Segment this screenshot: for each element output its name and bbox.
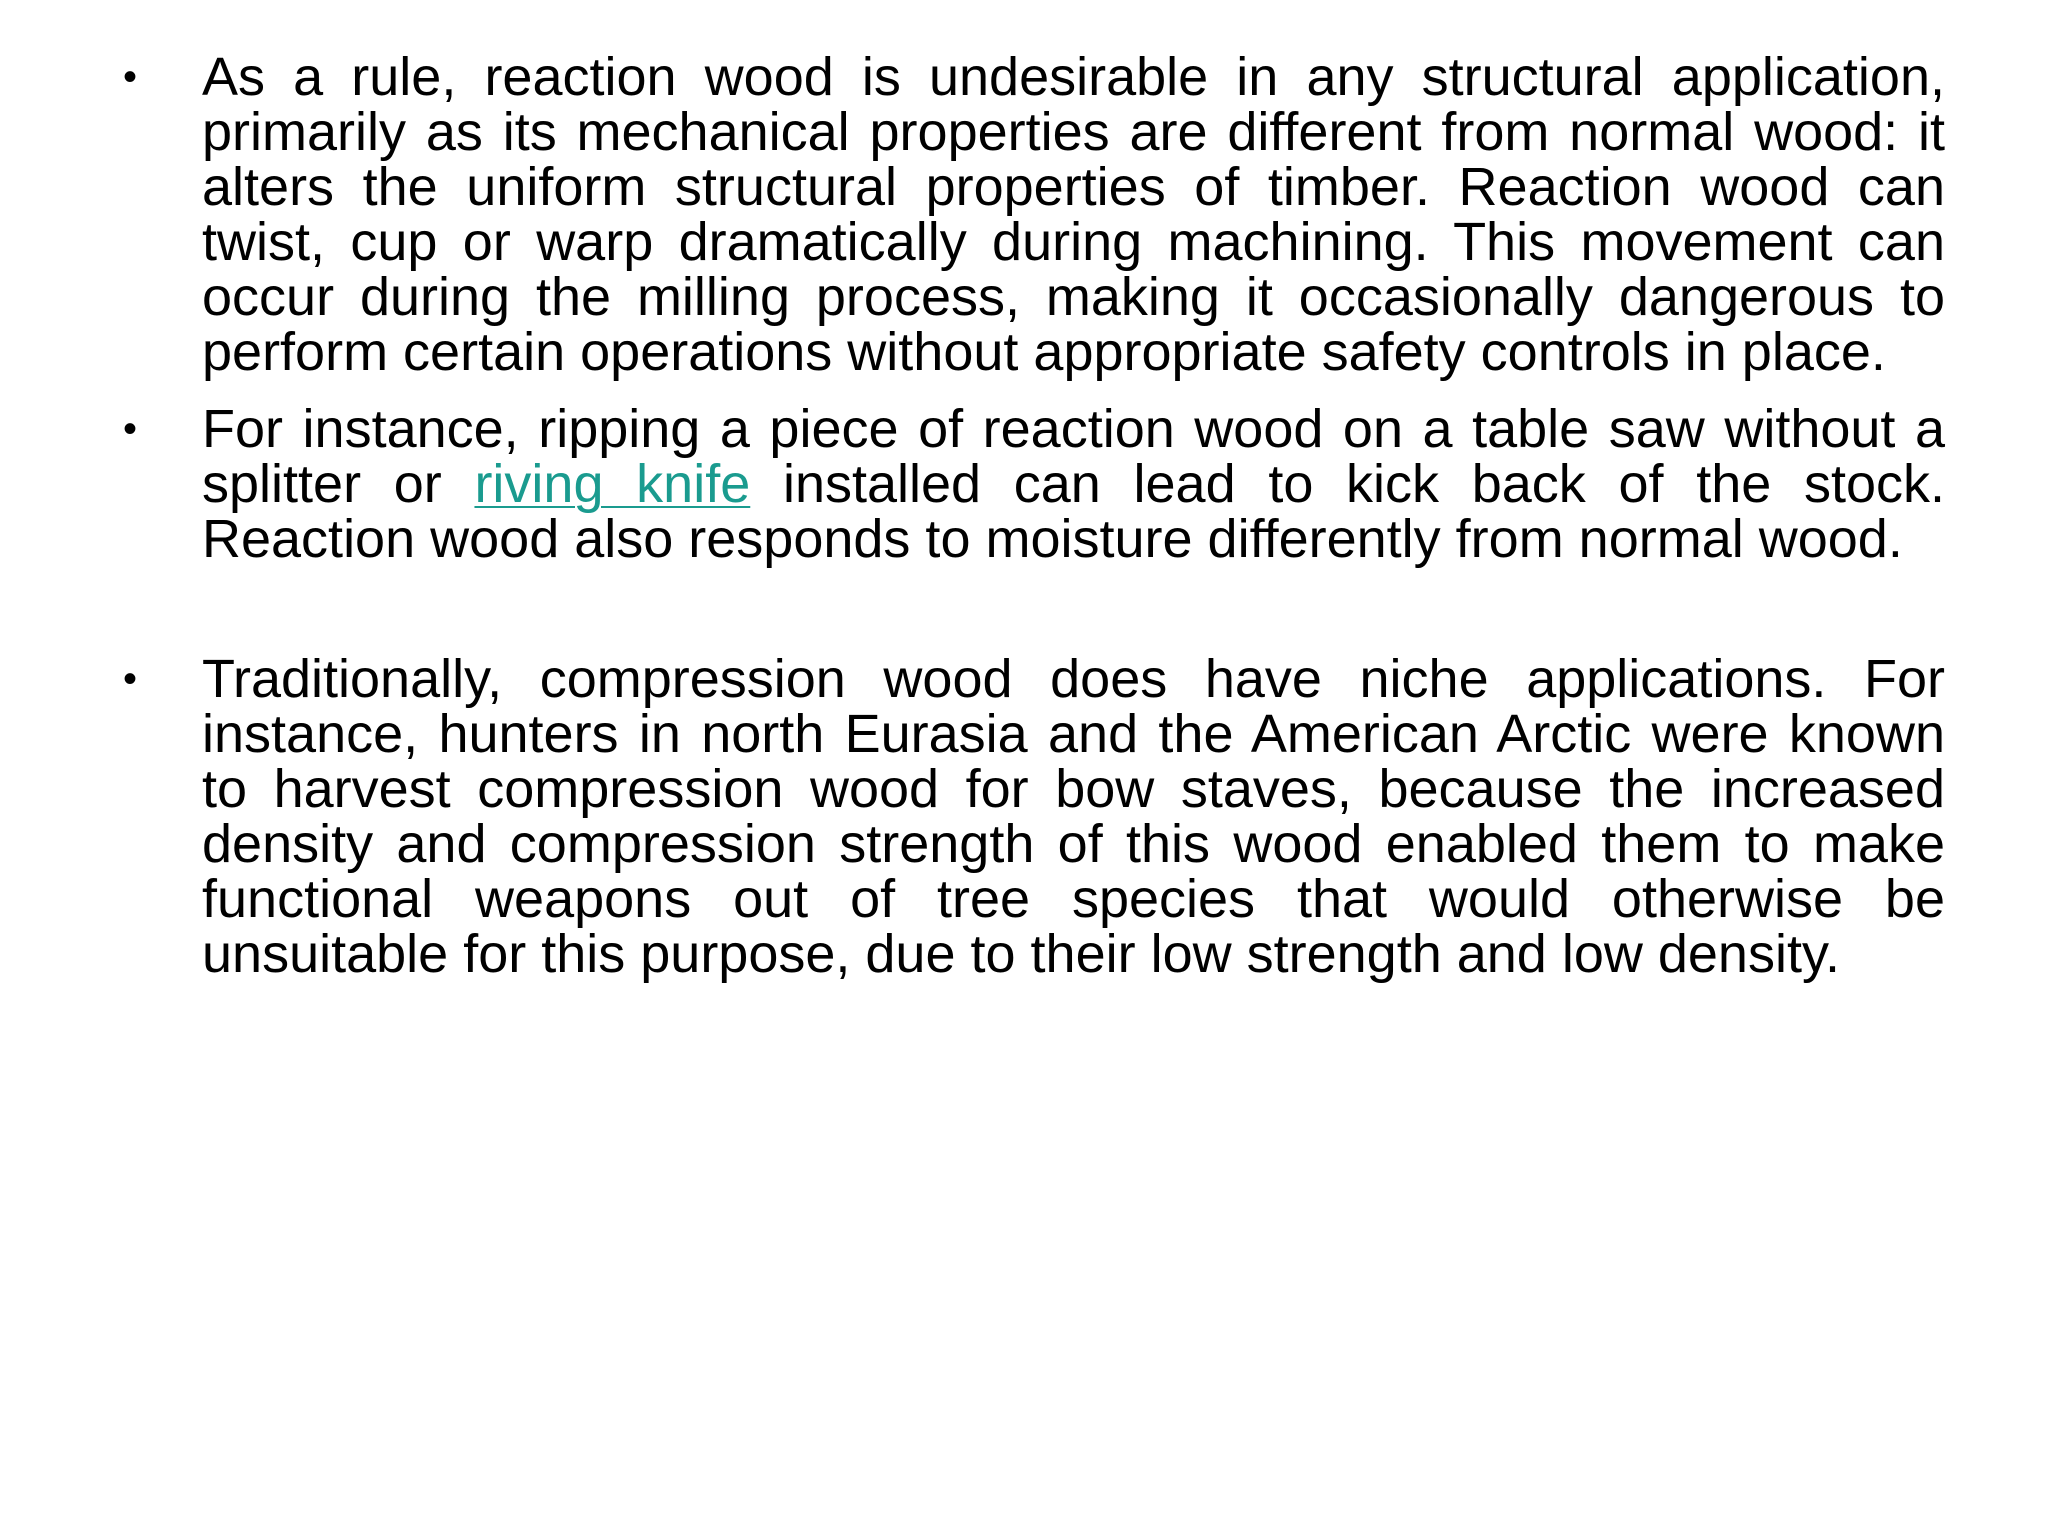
- bullet-item-ripping: [115, 399, 1946, 569]
- bullet-icon: •: [123, 55, 138, 99]
- bullet-text-before-link: For instance, ripping a piece of reaction wood on a table saw without a splitter or: [202, 399, 1945, 514]
- bullet-icon: •: [123, 407, 138, 451]
- bullet-item-reaction-wood: [115, 47, 1945, 382]
- bullet-icon: •: [123, 657, 138, 701]
- bullet-text-after-link: installed can lead to kick back of the stock. Reaction wood also responds to moisture differently from normal wood.: [202, 454, 1946, 569]
- bullet-text: Traditionally, compression wood does have niche applications. For instance, hunters in north Eurasia and the American Arctic were known to harvest compression wood for bow staves, because the increased density and compression strength of this wood enabled them to make functional weapons out of tree species that would otherwise be unsuitable for this purpose, due to their low strength and low density.: [202, 649, 1945, 984]
- riving-knife-link[interactable]: riving knife: [474, 454, 751, 514]
- bullet-list: [115, 47, 1946, 1004]
- bullet-text: As a rule, reaction wood is undesirable in any structural application, primarily as its mechanical properties are different from normal wood: it alters the uniform structural properties of timber. Reaction wood can twist, cup or warp dramatically during machining. This movement can occur during the milling process, making it occasionally dangerous to perform certain operations without appropriate safety controls in place.: [202, 47, 1945, 382]
- bullet-item-compression-wood: [115, 649, 1945, 984]
